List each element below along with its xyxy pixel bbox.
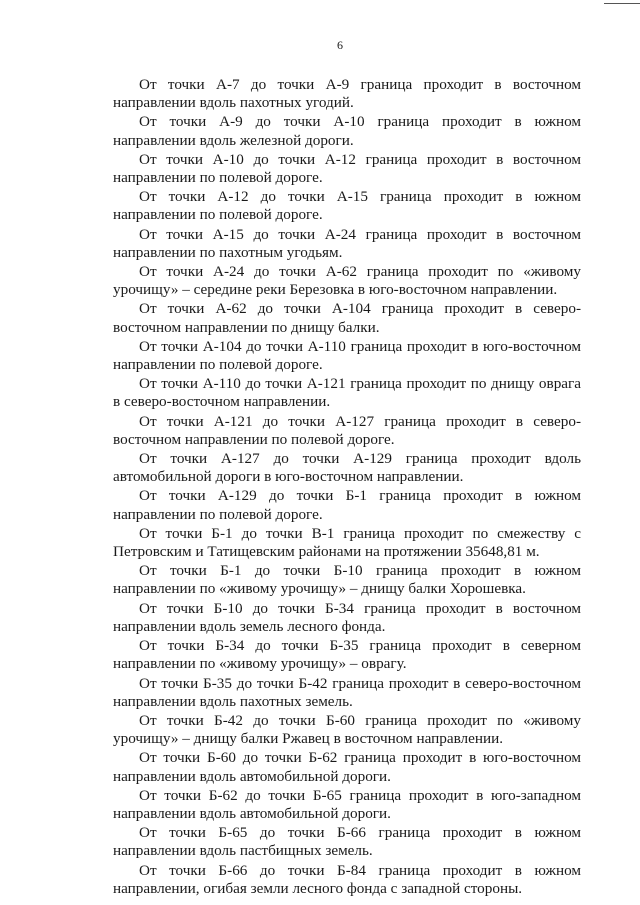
paragraph: От точки А-7 до точки А-9 граница проходит в восточном направлении вдоль пахотных угодий. — [113, 76, 581, 112]
paragraph: От точки А-127 до точки А-129 граница проходит вдоль автомобильной дороги в юго-восточном направлении. — [113, 450, 581, 486]
paragraph: От точки А-15 до точки А-24 граница проходит в восточном направлении по пахотным угодьям. — [113, 225, 581, 261]
page-corner-line — [604, 3, 640, 4]
paragraph: От точки А-12 до точки А-15 граница проходит в южном направлении по полевой дороге. — [113, 188, 581, 224]
paragraph: От точки Б-10 до точки Б-34 граница проходит в восточном направлении вдоль земель лесного фонда. — [113, 599, 581, 635]
paragraph: От точки Б-1 до точки Б-10 граница проходит в южном направлении по «живому урочищу» – днищу балки Хорошевка. — [113, 562, 581, 598]
paragraph: От точки Б-42 до точки Б-60 граница проходит по «живому урочищу» – днищу балки Ржавец в восточном направлении. — [113, 711, 581, 748]
paragraph: От точки А-24 до точки А-62 граница проходит по «живому урочищу» – середине реки Березовка в юго-восточном направлении. — [113, 263, 581, 299]
paragraph: От точки Б-60 до точки Б-62 граница проходит в юго-восточном направлении вдоль автомобильной дороги. — [113, 749, 581, 785]
paragraph: От точки А-9 до точки А-10 граница проходит в южном направлении вдоль железной дороги. — [113, 113, 581, 149]
paragraph: От точки А-121 до точки А-127 граница проходит в северо-восточном направлении по полевой дороге. — [113, 412, 581, 448]
page-number: 6 — [337, 38, 343, 52]
paragraph: От точки А-129 до точки Б-1 граница проходит в южном направлении по полевой дороге. — [113, 487, 581, 523]
paragraph: От точки Б-62 до точки Б-65 граница проходит в юго-западном направлении вдоль автомобильной дороги. — [113, 786, 581, 822]
document-body — [113, 76, 581, 899]
paragraph: От точки А-104 до точки А-110 граница проходит в юго-восточном направлении по полевой дороге. — [113, 337, 581, 374]
paragraph: От точки Б-1 до точки В-1 граница проходит по смежеству с Петровским и Татищевским районами на протяжении 35648,81 м. — [113, 524, 581, 561]
paragraph: От точки Б-65 до точки Б-66 граница проходит в южном направлении вдоль пастбищных земель. — [113, 824, 581, 860]
paragraph: От точки Б-34 до точки Б-35 граница проходит в северном направлении по «живому урочищу» – оврагу. — [113, 637, 581, 673]
paragraph: От точки А-110 до точки А-121 граница проходит по днищу оврага в северо-восточном направлении. — [113, 375, 581, 411]
paragraph: От точки Б-35 до точки Б-42 граница проходит в северо-восточном направлении вдоль пахотных земель. — [113, 674, 581, 710]
paragraph: От точки Б-66 до точки Б-84 граница проходит в южном направлении, огибая земли лесного фонда с западной стороны. — [113, 861, 581, 897]
paragraph: От точки А-10 до точки А-12 граница проходит в восточном направлении по полевой дороге. — [113, 150, 581, 187]
paragraph: От точки А-62 до точки А-104 граница проходит в северо-восточном направлении по днищу балки. — [113, 300, 581, 336]
